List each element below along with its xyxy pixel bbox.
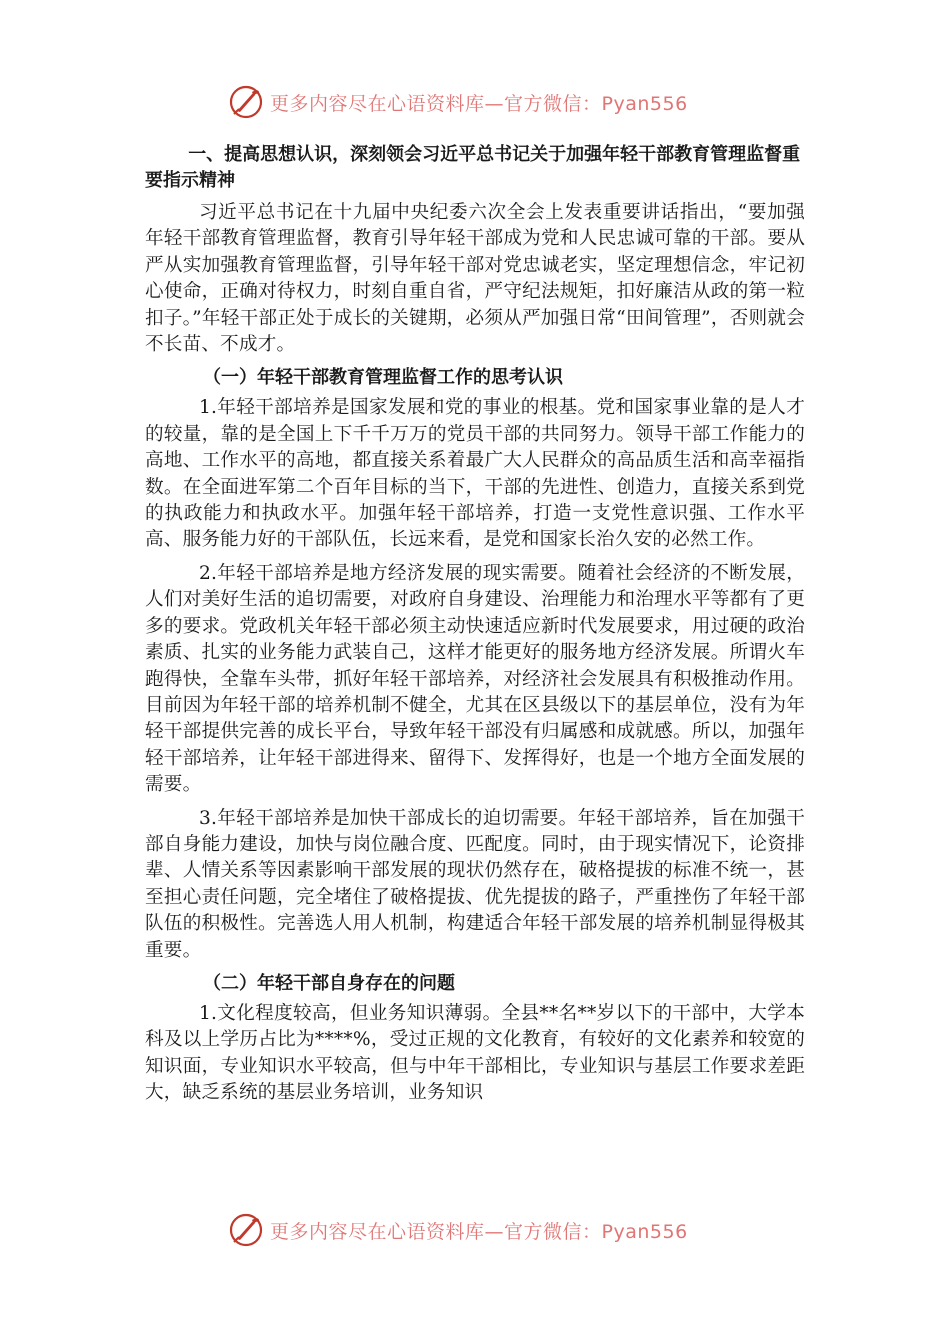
main-heading: 一、提高思想认识，深刻领会习近平总书记关于加强年轻干部教育管理监督重要指示精神	[145, 144, 801, 191]
intro-paragraph: 习近平总书记在十九届中央纪委六次全会上发表重要讲话指出，“要加强年轻干部教育管理监督，教育引导年轻干部成为党和人民忠诚可靠的干部。要从严从实加强教育管理监督，引导年轻干部对党忠诚老实，坚定理想信念，牢记初心使命，正确对待权力，时刻自重自省，严守纪法规矩，扣好廉洁从政的第一粒扣子。”年轻干部正处于成长的关键期，必须从严加强日常“田间管理”，否则就会不长苗、不成才。	[145, 202, 805, 356]
quill-pen-logo-icon	[228, 84, 264, 120]
quill-pen-logo-icon	[228, 1212, 264, 1248]
section-1-title: （一）年轻干部教育管理监督工作的思考认识	[203, 367, 563, 389]
footer-banner-text: 更多内容尽在心语资料库—官方微信：Pyan556	[270, 1220, 688, 1243]
section-1-paragraph-2: 2.年轻干部培养是地方经济发展的现实需要。随着社会经济的不断发展，人们对美好生活的追切需要，对政府自身建设、治理能力和治理水平等都有了更多的要求。党政机关年轻干部必须主动快速适应新时代发展要求，用过硬的政治素质、扎实的业务能力武装自己，这样才能更好的服务地方经济发展。所谓火车跑得快，全靠车头带，抓好年轻干部培养，对经济社会发展具有积极推动作用。目前因为年轻干部的培养机制不健全，尤其在区县级以下的基层单位，没有为年轻干部提供完善的成长平台，导致年轻干部没有归属感和成就感。所以，加强年轻干部培养，让年轻干部进得来、留得下、发挥得好，也是一个地方全面发展的需要。	[145, 562, 805, 796]
section-2-paragraph-1: 1.文化程度较高，但业务知识薄弱。全县**名**岁以下的干部中，大学本科及以上学历占比为****%，受过正规的文化教育，有较好的文化素养和较宽的知识面，专业知识水平较高，但与中年干部相比，专业知识与基层工作要求差距大，缺乏系统的基层业务培训，业务知识	[145, 1002, 805, 1104]
section-1-paragraph-3: 3.年轻干部培养是加快干部成长的迫切需要。年轻干部培养，旨在加强干部自身能力建设，加快与岗位融合度、匹配度。同时，由于现实情况下，论资排辈、人情关系等因素影响干部发展的现状仍然存在，破格提拔的标准不统一，甚至担心责任问题，完全堵住了破格提拔、优先提拔的路子，严重挫伤了年轻干部队伍的积极性。完善选人用人机制，构建适合年轻干部发展的培养机制显得极其重要。	[145, 807, 805, 961]
section-1-paragraph-1: 1.年轻干部培养是国家发展和党的事业的根基。党和国家事业靠的是人才的较量，靠的是全国上下千千万万的党员干部的共同努力。领导干部工作能力的高地、工作水平的高地，都直接关系着最广大人民群众的高品质生活和高幸福指数。在全面进军第二个百年目标的当下，干部的先进性、创造力，直接关系到党的执政能力和执政水平。加强年轻干部培养，打造一支党性意识强、工作水平高、服务能力好的干部队伍，长远来看，是党和国家长治久安的必然工作。	[145, 397, 805, 551]
header-banner	[228, 82, 728, 122]
document-body	[145, 142, 805, 1114]
header-banner-text: 更多内容尽在心语资料库—官方微信：Pyan556	[270, 92, 688, 115]
footer-banner	[228, 1210, 728, 1250]
section-2-title: （二）年轻干部自身存在的问题	[203, 972, 455, 994]
